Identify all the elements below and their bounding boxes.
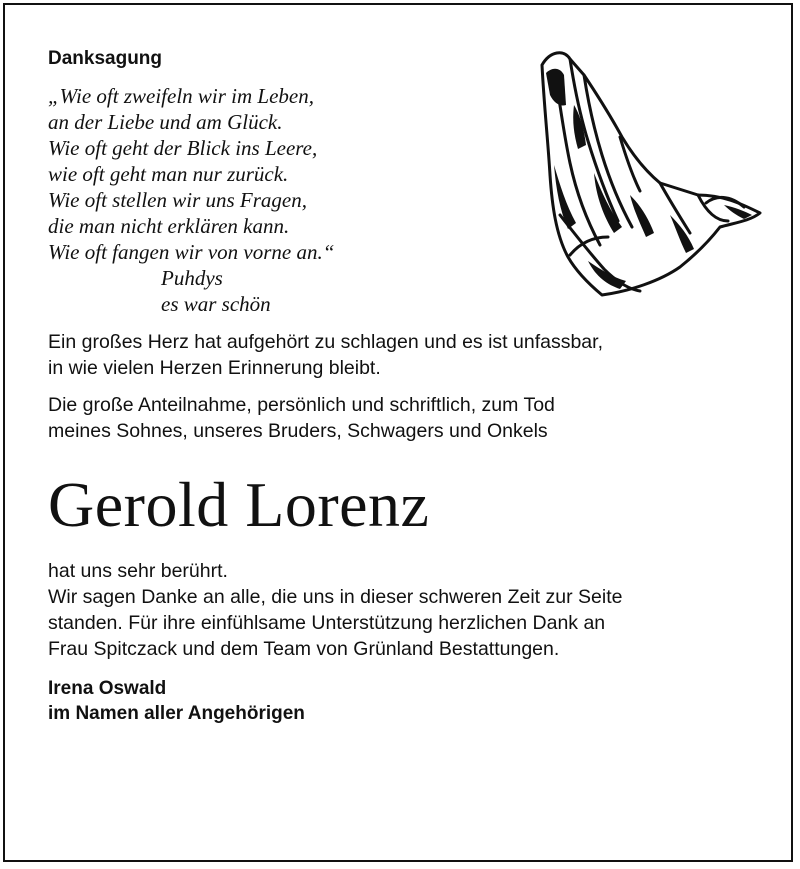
poem-line: an der Liebe und am Glück. <box>48 110 283 134</box>
paragraph-line: Ein großes Herz hat aufgehört zu schlagen und es ist unfassbar, <box>48 331 603 353</box>
deceased-name: Gerold Lorenz <box>48 469 430 540</box>
poem-line: die man nicht erklären kann. <box>48 214 290 238</box>
paragraph-3 <box>48 558 768 662</box>
poem-author: Puhdys <box>161 266 223 290</box>
poem-line: Wie oft stellen wir uns Fragen, <box>48 188 307 212</box>
heading: Danksagung <box>48 48 163 69</box>
paragraph-line: Frau Spitczack und dem Team von Grünland Bestattungen. <box>48 638 560 660</box>
poem-line: Wie oft geht der Blick ins Leere, <box>48 136 318 160</box>
paragraph-line: Wir sagen Danke an alle, die uns in dieser schweren Zeit zur Seite <box>48 586 623 608</box>
poem <box>48 83 768 265</box>
obituary-content <box>48 48 768 726</box>
paragraph-line: standen. Für ihre einfühlsame Unterstützung herzlichen Dank an <box>48 612 606 634</box>
paragraph-line: Die große Anteilnahme, persönlich und schriftlich, zum Tod <box>48 394 555 416</box>
poem-source: es war schön <box>161 292 271 316</box>
poem-line: „Wie oft zweifeln wir im Leben, <box>48 84 314 108</box>
paragraph-2 <box>48 392 768 444</box>
paragraph-line: in wie vielen Herzen Erinnerung bleibt. <box>48 357 381 379</box>
paragraph-1 <box>48 329 768 381</box>
paragraph-line: meines Sohnes, unseres Bruders, Schwagers und Onkels <box>48 420 548 442</box>
poem-line: Wie oft fangen wir von vorne an.“ <box>48 240 335 264</box>
signature-name: Irena Oswald <box>48 678 167 699</box>
paragraph-line: hat uns sehr berührt. <box>48 560 228 582</box>
signature <box>48 676 768 726</box>
signature-subtitle: im Namen aller Angehörigen <box>48 703 305 724</box>
poem-line: wie oft geht man nur zurück. <box>48 162 289 186</box>
